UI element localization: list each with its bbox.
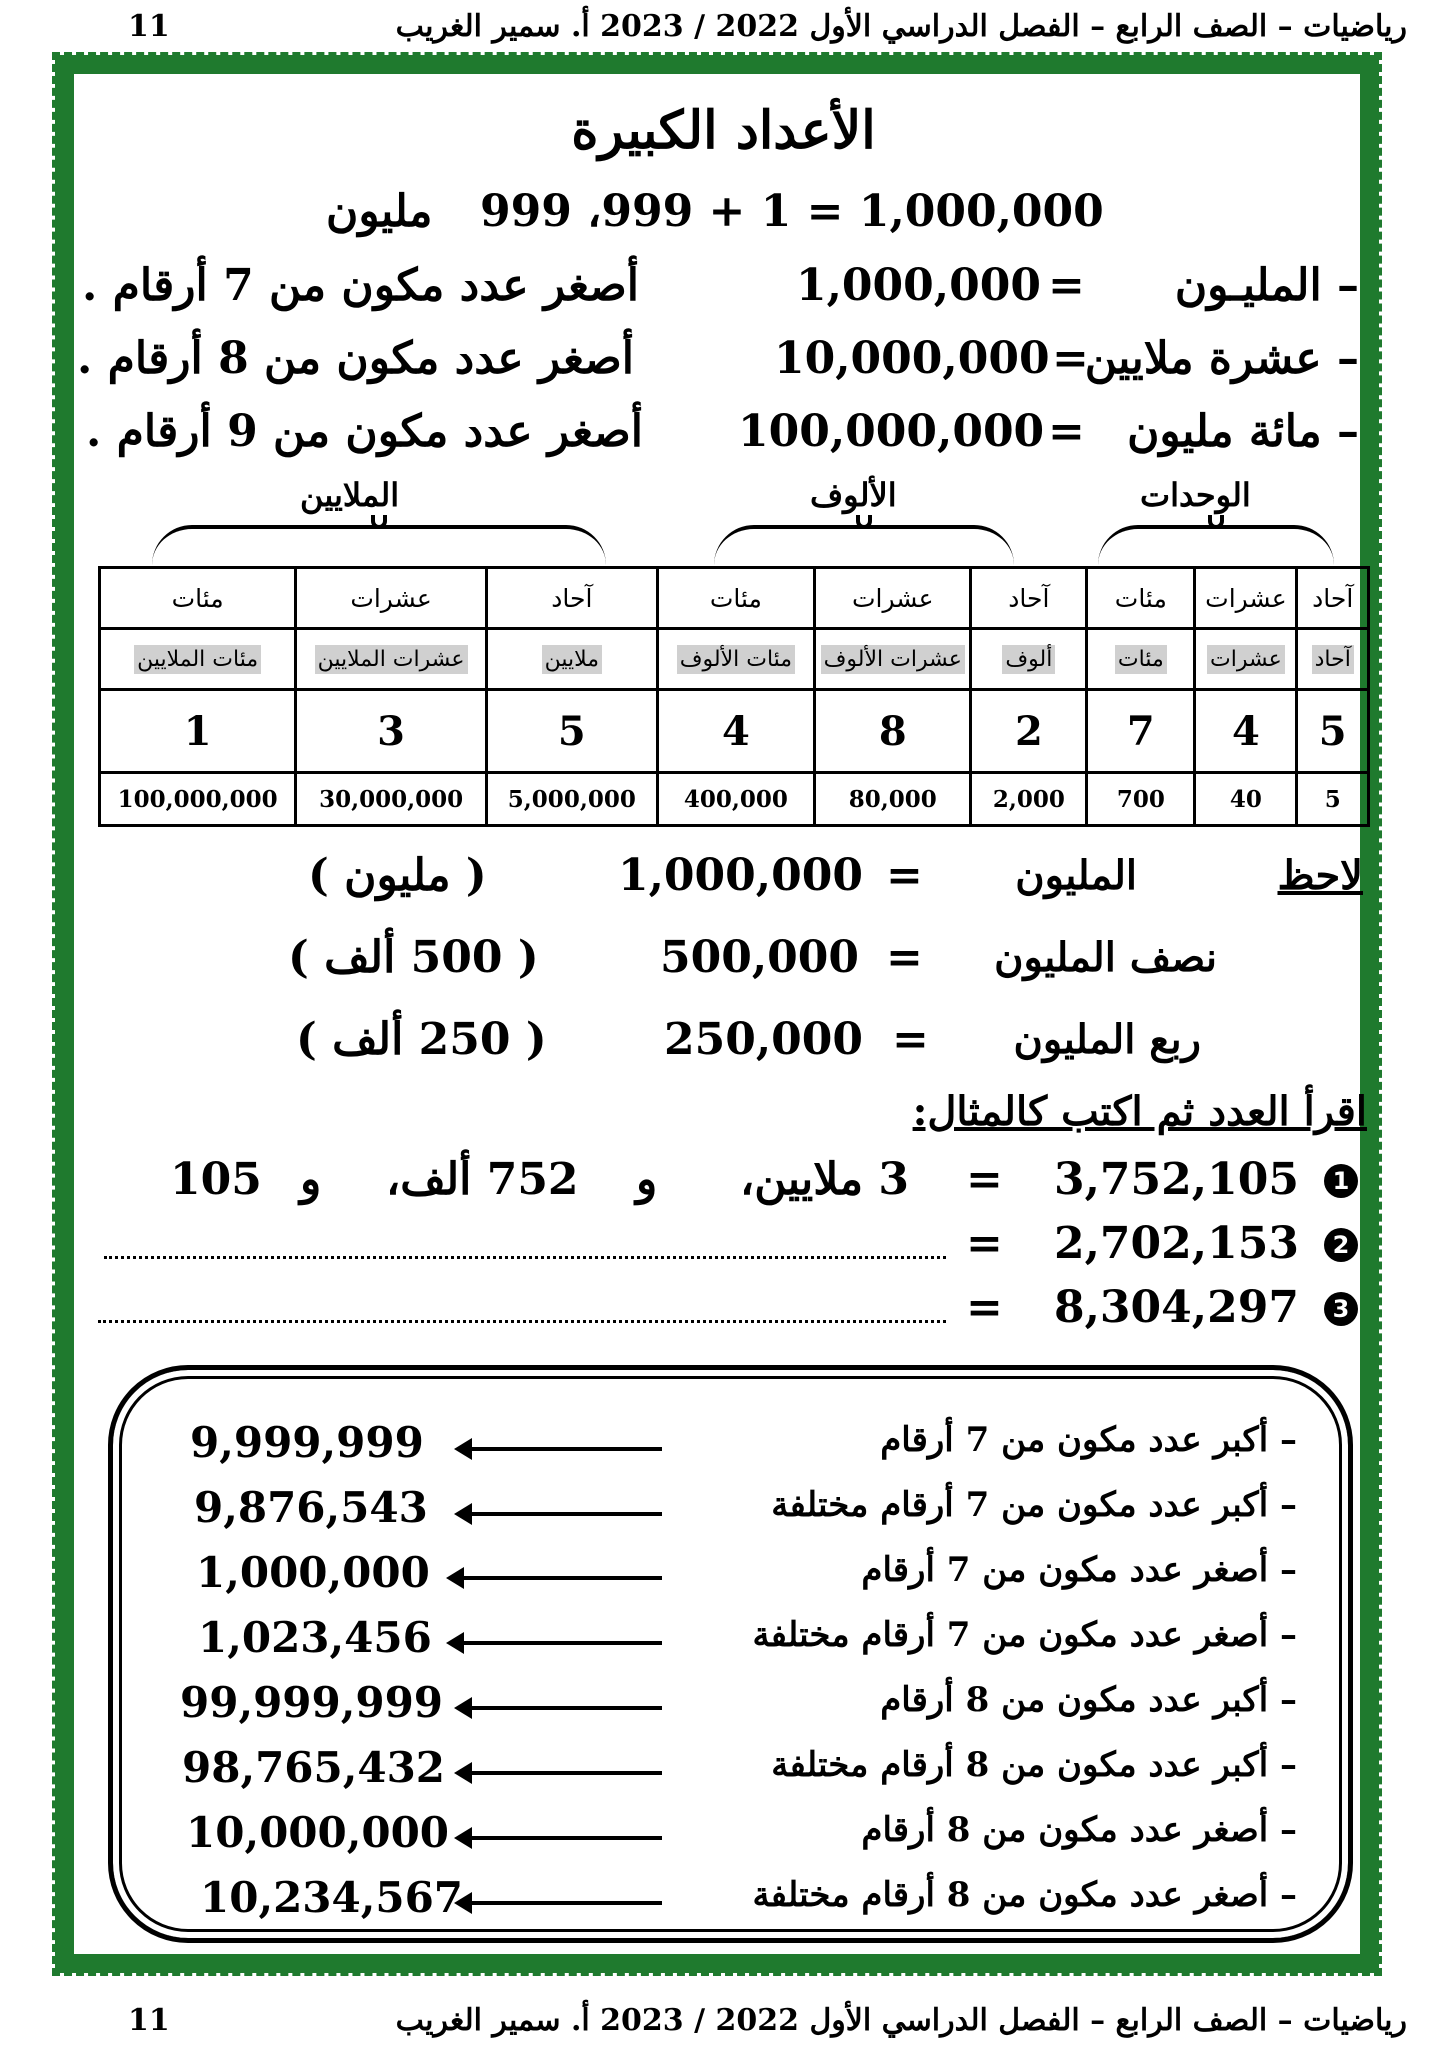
digit-cell: 3 [296,690,487,773]
page-header [0,6,1447,46]
digit-cell: 2 [971,690,1087,773]
arrow-left-icon [470,1512,662,1516]
summary-value: 98,765,432 [182,1743,446,1792]
summary-value: 9,876,543 [194,1483,428,1532]
equals-sign: = [966,1218,1003,1269]
notice-note: ( 500 ألف ) [288,932,539,983]
arrow-left-icon [470,1836,662,1840]
equals-sign: = [1048,406,1085,457]
table-cell [100,629,296,690]
value-cell: 100,000,000 [100,773,296,826]
equals-sign: = [1048,260,1085,311]
summary-text: – أصغر عدد مكون من 7 أرقام [861,1550,1297,1590]
equals-sign: = [886,932,923,983]
value-cell: 5 [1297,773,1369,826]
table-cell [657,629,814,690]
equals-sign: = [892,1014,929,1065]
fact-name: – المليـون [1174,260,1359,311]
table-cell [1087,629,1195,690]
equals-sign: = [966,1154,1003,1205]
place-name: مئات الملايين [134,645,261,674]
notice-name: نصف المليون [994,934,1217,981]
digit-cell: 1 [100,690,296,773]
header-title: رياضيات – الصف الرابع – الفصل الدراسي الأول 2022 / 2023 أ. سمير الغريب [395,8,1407,44]
summary-text: – أكبر عدد مكون من 8 أرقام مختلفة [771,1745,1297,1785]
item-number-badge: 3 [1324,1292,1358,1326]
notice-value: 500,000 [660,932,860,983]
notice-value: 250,000 [664,1014,864,1065]
table-row [100,568,1369,629]
exercise-value: 3,752,105 [1054,1154,1299,1205]
notice-name: المليون [1015,852,1137,899]
answer-part: 3 ملايين، [740,1154,909,1205]
item-number-badge: 2 [1324,1228,1358,1262]
fact-desc: أصغر عدد مكون من 7 أرقام . [81,260,639,311]
summary-value: 1,000,000 [196,1548,430,1597]
value-cell: 700 [1087,773,1195,826]
arrow-left-icon [470,1771,662,1775]
summary-text: – أكبر عدد مكون من 7 أرقام [880,1420,1297,1460]
value-cell: 5,000,000 [486,773,657,826]
brace-millions [152,525,606,565]
exercise-instruction: اقرأ العدد ثم اكتب كالمثال: [912,1088,1367,1135]
summary-value: 99,999,999 [180,1678,444,1727]
value-cell: 30,000,000 [296,773,487,826]
summary-text: – أصغر عدد مكون من 7 أرقام مختلفة [752,1615,1297,1655]
fact-desc: أصغر عدد مكون من 9 أرقام . [85,406,643,457]
summary-text: – أكبر عدد مكون من 8 أرقام [880,1680,1297,1720]
place-name: عشرات الألوف [821,645,965,674]
table-row [100,773,1369,826]
summary-text: – أصغر عدد مكون من 8 أرقام [861,1810,1297,1850]
table-cell [1297,629,1369,690]
equals-sign: = [886,850,923,901]
summary-value: 10,000,000 [186,1808,450,1857]
table-cell: عشرات [296,568,487,629]
summary-value: 9,999,999 [190,1418,424,1467]
page-footer [0,2000,1447,2040]
value-cell: 80,000 [815,773,971,826]
arrow-left-icon [462,1576,662,1580]
digit-cell: 4 [1195,690,1297,773]
value-cell: 40 [1195,773,1297,826]
item-number-badge: 1 [1324,1164,1358,1198]
answer-part: 752 ألف، [386,1154,579,1205]
answer-part: و [636,1154,658,1205]
answer-part: 105 [170,1154,262,1205]
million-word: مليون [326,186,433,237]
digit-cell: 5 [1297,690,1369,773]
group-label-thousands: الألوف [810,476,897,514]
digit-cell: 5 [486,690,657,773]
fact-desc: أصغر عدد مكون من 8 أرقام . [76,333,634,384]
place-name: مئات الألوف [677,645,795,674]
table-cell: مئات [1087,568,1195,629]
answer-line[interactable] [104,1256,946,1259]
arrow-left-icon [462,1641,662,1645]
table-cell [1195,629,1297,690]
table-cell: آحاد [1297,568,1369,629]
exercise-value: 2,702,153 [1054,1218,1299,1269]
equals-sign: = [1052,333,1089,384]
equals-sign: = [966,1282,1003,1333]
notice-note: ( 250 ألف ) [296,1014,547,1065]
table-cell [815,629,971,690]
notice-note: ( مليون ) [308,850,487,901]
value-cell: 400,000 [657,773,814,826]
group-label-millions: الملايين [300,476,400,514]
digit-cell: 8 [815,690,971,773]
fact-value: 1,000,000 [796,260,1041,311]
group-label-units: الوحدات [1140,476,1251,514]
value-cell: 2,000 [971,773,1087,826]
million-equation: 999 ،999 + 1 = 1,000,000 [480,186,1104,237]
place-name: آحاد [1312,645,1354,674]
notice-value: 1,000,000 [618,850,863,901]
place-value-table [98,566,1370,827]
page-number: 11 [128,8,170,44]
summary-text: – أصغر عدد مكون من 8 أرقام مختلفة [752,1875,1297,1915]
summary-value: 1,023,456 [198,1613,432,1662]
table-row [100,629,1369,690]
notice-label: لاحظ [1277,852,1363,899]
place-name: عشرات [1207,645,1285,674]
table-cell [486,629,657,690]
table-cell: آحاد [971,568,1087,629]
place-name: عشرات الملايين [315,645,468,674]
brace-thousands [714,525,1014,565]
fact-value: 10,000,000 [774,333,1050,384]
table-cell: عشرات [1195,568,1297,629]
table-cell: مئات [657,568,814,629]
digit-cell: 4 [657,690,814,773]
exercise-value: 8,304,297 [1054,1282,1299,1333]
place-name: مئات [1115,645,1167,674]
arrow-left-icon [470,1447,662,1451]
page-number: 11 [128,2002,170,2038]
fact-name: – عشرة ملايين [1084,333,1359,384]
summary-text: – أكبر عدد مكون من 7 أرقام مختلفة [771,1485,1297,1525]
arrow-left-icon [470,1706,662,1710]
table-row [100,690,1369,773]
table-cell: عشرات [815,568,971,629]
table-cell [296,629,487,690]
place-name: ألوف [1002,645,1055,674]
footer-title: رياضيات – الصف الرابع – الفصل الدراسي الأول 2022 / 2023 أ. سمير الغريب [395,2002,1407,2038]
notice-name: ربع المليون [1013,1016,1201,1063]
fact-name: – مائة مليون [1127,406,1359,457]
place-name: ملايين [542,645,602,674]
digit-cell: 7 [1087,690,1195,773]
table-cell: مئات [100,568,296,629]
table-cell: آحاد [486,568,657,629]
answer-part: و [300,1154,322,1205]
summary-value: 10,234,567 [200,1873,464,1922]
arrow-left-icon [470,1901,662,1905]
page-title: الأعداد الكبيرة [571,100,876,161]
table-cell [971,629,1087,690]
fact-value: 100,000,000 [738,406,1045,457]
answer-line[interactable] [98,1320,946,1323]
brace-units [1098,525,1334,565]
